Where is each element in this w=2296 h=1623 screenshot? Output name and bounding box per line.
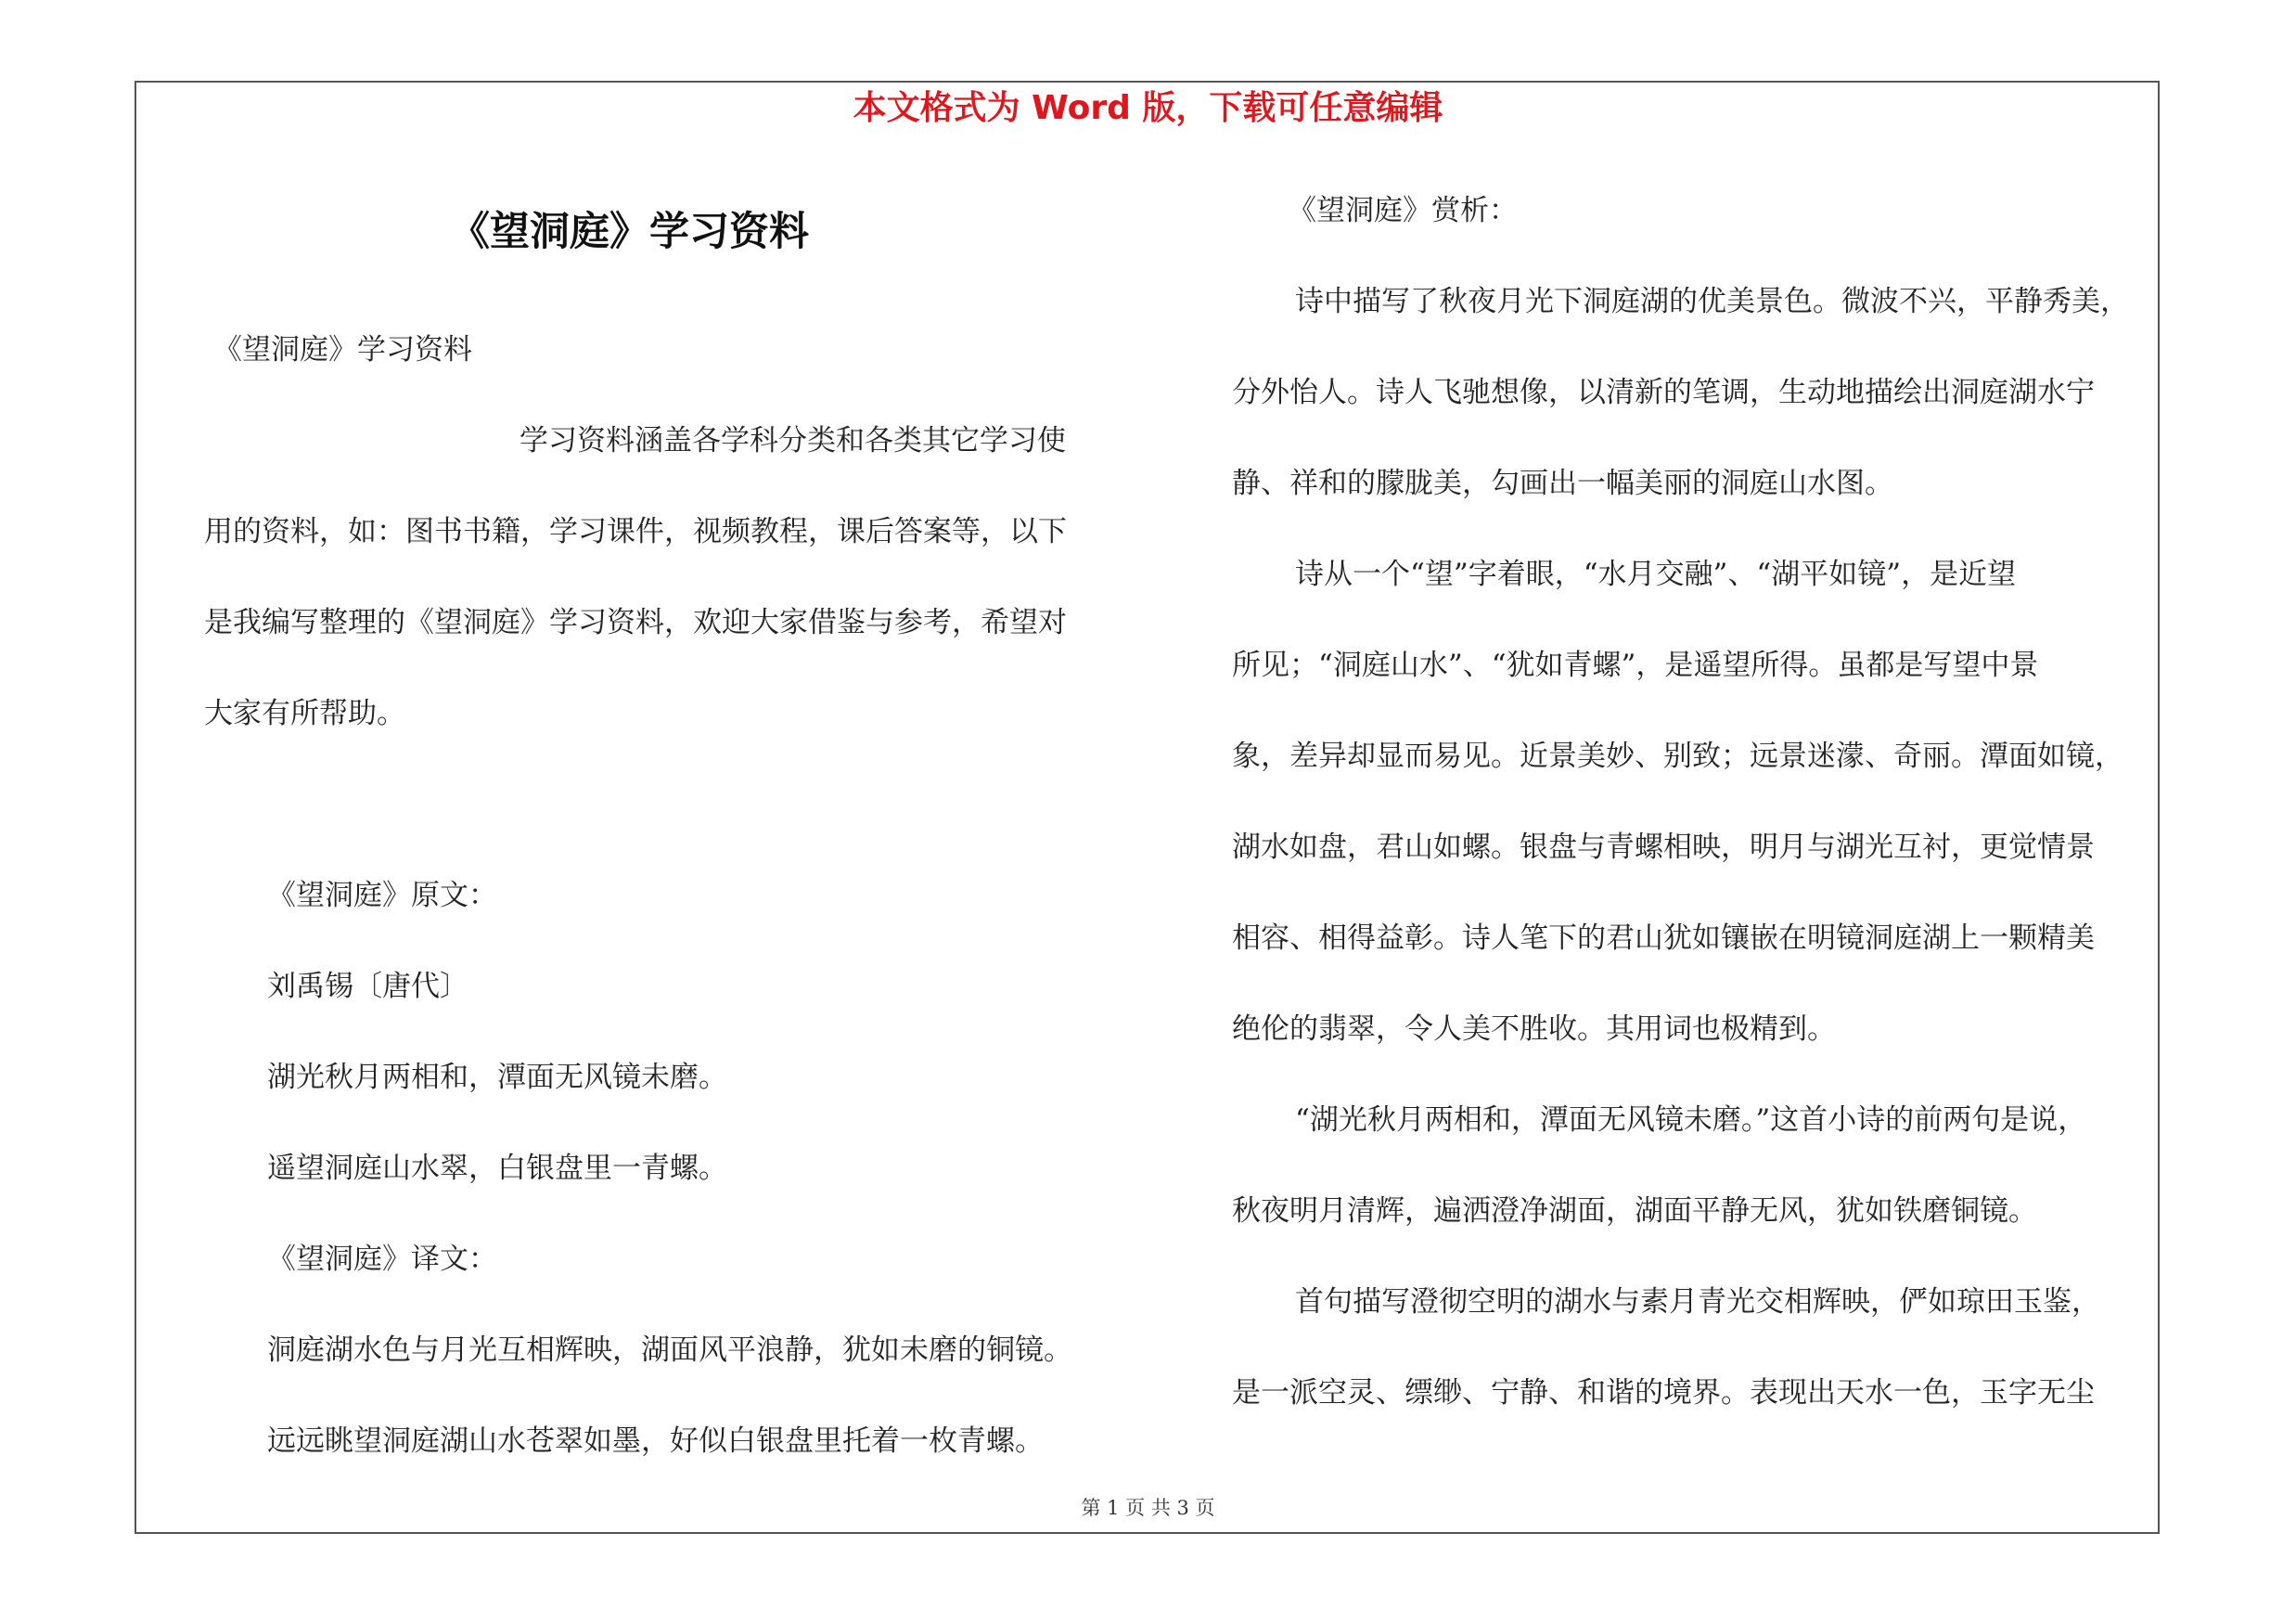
left-column <box>204 304 1141 1487</box>
original-heading: 《望洞庭》原文： <box>267 879 497 912</box>
format-banner: 本文格式为 Word 版，下载可任意编辑 <box>853 89 1443 127</box>
left-subtitle: 《望洞庭》学习资料 <box>213 333 472 367</box>
analysis-line: 静、祥和的朦胧美，勾画出一幅美丽的洞庭山水图。 <box>1232 467 1893 500</box>
poem-author: 刘禹锡〔唐代〕 <box>267 970 468 1003</box>
analysis-line: 秋夜明月清辉，遍洒澄净湖面，湖面平静无风，犹如铁磨铜镜。 <box>1232 1194 2037 1228</box>
intro-line: 用的资料，如：图书书籍，学习课件，视频教程，课后答案等，以下 <box>204 515 1067 548</box>
translation-line: 洞庭湖水色与月光互相辉映，湖面风平浪静，犹如未磨的铜镜。 <box>267 1333 1072 1367</box>
translation-line: 远远眺望洞庭湖山水苍翠如墨，好似白银盘里托着一枚青螺。 <box>267 1424 1044 1458</box>
intro-line: 大家有所帮助。 <box>204 697 405 730</box>
analysis-line: 诗从一个“望”字着眼，“水月交融”、“湖平如镜”，是近望 <box>1295 558 2017 591</box>
intro-line: 学习资料涵盖各学科分类和各类其它学习使 <box>519 424 1066 457</box>
analysis-line: 所见；“洞庭山水”、“犹如青螺”，是遥望所得。虽都是写望中景 <box>1232 649 2039 682</box>
analysis-line: 湖水如盘，君山如螺。银盘与青螺相映，明月与湖光互衬，更觉情景 <box>1232 831 2095 864</box>
analysis-line: 绝伦的翡翠，令人美不胜收。其用词也极精到。 <box>1232 1012 1836 1046</box>
poem-line: 遥望洞庭山水翠，白银盘里一青螺。 <box>267 1152 727 1185</box>
translation-heading: 《望洞庭》译文： <box>267 1243 497 1276</box>
document-title: 《望洞庭》学习资料 <box>450 209 809 255</box>
page-number: 第 1 页 共 3 页 <box>1081 1497 1215 1519</box>
analysis-line: 是一派空灵、缥缈、宁静、和谐的境界。表现出天水一色，玉字无尘 <box>1232 1376 2095 1410</box>
intro-line: 是我编写整理的《望洞庭》学习资料，欢迎大家借鉴与参考，希望对 <box>204 606 1067 639</box>
analysis-line: 分外怡人。诗人飞驰想像，以清新的笔调，生动地描绘出洞庭湖水宁 <box>1232 376 2095 409</box>
analysis-line: 首句描写澄彻空明的湖水与素月青光交相辉映，俨如琼田玉鉴， <box>1295 1285 2100 1319</box>
poem-line: 湖光秋月两相和，潭面无风镜未磨。 <box>267 1061 727 1094</box>
right-column <box>1232 165 2150 1438</box>
analysis-line: “湖光秋月两相和，潭面无风镜未磨。”这首小诗的前两句是说， <box>1295 1103 2087 1137</box>
spacer <box>204 759 1141 850</box>
analysis-line: 相容、相得益彰。诗人笔下的君山犹如镶嵌在明镜洞庭湖上一颗精美 <box>1232 921 2095 955</box>
analysis-line: 象，差异却显而易见。近景美妙、别致；远景迷濛、奇丽。潭面如镜， <box>1232 740 2123 773</box>
analysis-heading: 《望洞庭》赏析： <box>1288 194 1518 227</box>
analysis-line: 诗中描写了秋夜月光下洞庭湖的优美景色。微波不兴，平静秀美， <box>1295 285 2129 318</box>
